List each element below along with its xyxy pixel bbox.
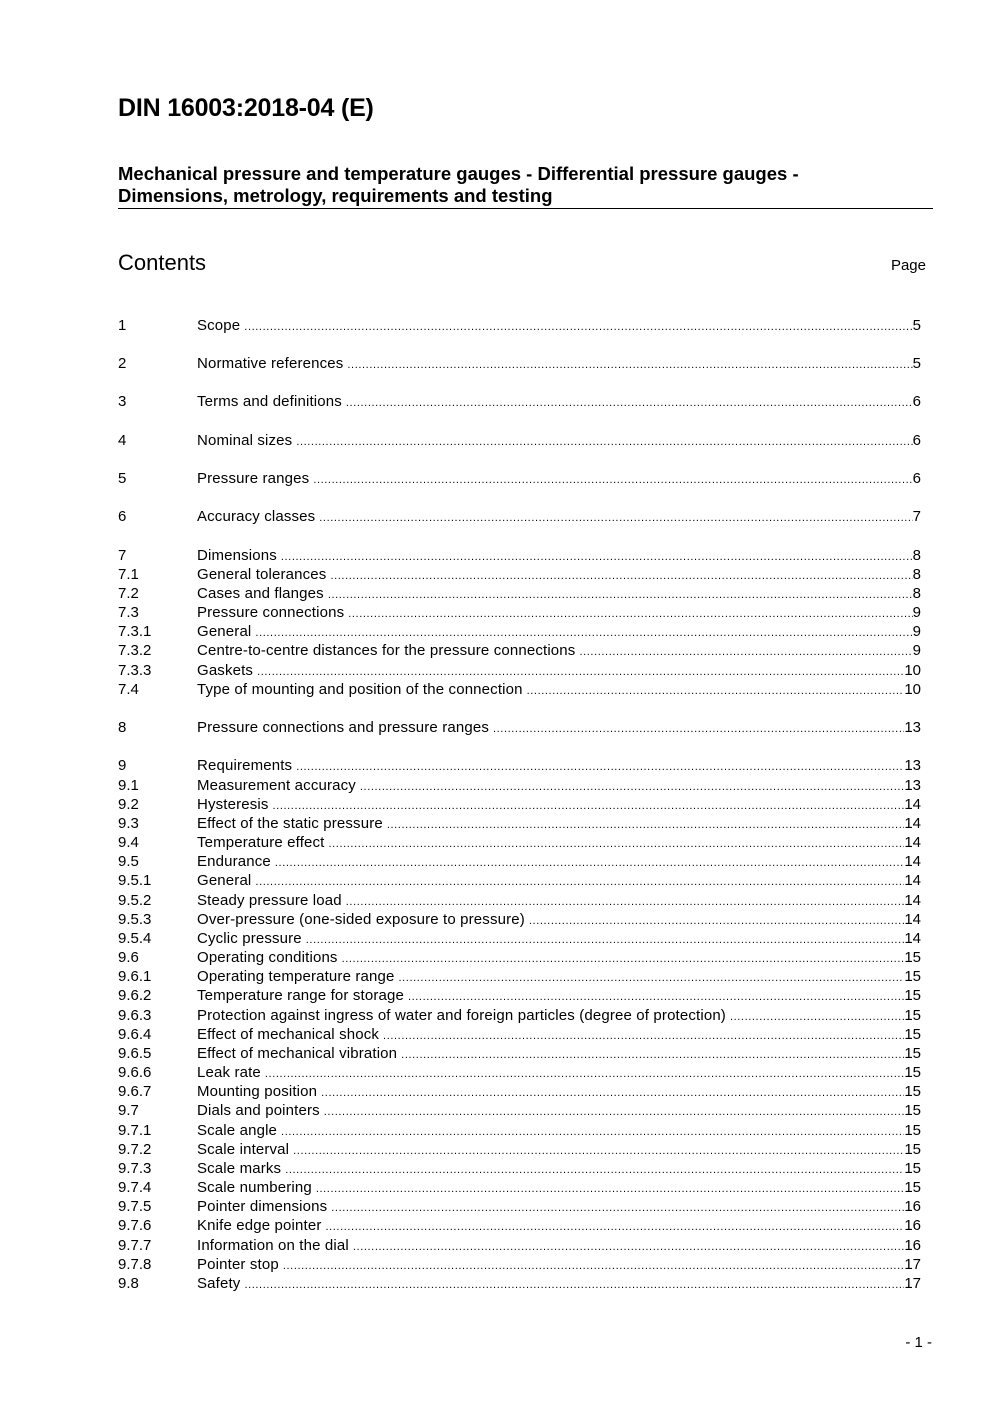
toc-entry[interactable] (118, 967, 921, 986)
toc-entry-title: Pressure ranges (197, 470, 310, 487)
toc-entry-line (197, 871, 921, 890)
toc-entry-page: 15 (904, 1141, 921, 1158)
toc-entry[interactable] (118, 603, 921, 622)
toc-entry-line (197, 1101, 921, 1120)
toc-entry[interactable] (118, 795, 921, 814)
toc-entry-line (197, 565, 921, 584)
toc-entry-number: 9.6.4 (118, 1026, 152, 1043)
toc-entry-line (197, 814, 921, 833)
toc-entry-number: 7.4 (118, 681, 139, 698)
toc-entry-title: Safety (197, 1275, 241, 1292)
toc-entry-line (197, 354, 921, 373)
toc-entry-page: 9 (912, 642, 921, 659)
toc-entry-page: 14 (904, 911, 921, 928)
toc-entry[interactable] (118, 1044, 921, 1063)
toc-entry-page: 17 (904, 1256, 921, 1273)
toc-entry-title: General (197, 872, 252, 889)
toc-entry-line (197, 622, 921, 641)
toc-entry-number: 9.7.5 (118, 1198, 152, 1215)
toc-entry-line (197, 680, 921, 699)
toc-entry-page: 7 (912, 508, 921, 525)
toc-entry-line (197, 431, 921, 450)
toc-entry-number: 9.6.3 (118, 1007, 152, 1024)
toc-dot-leader (293, 1142, 904, 1159)
toc-entry-number: 9.7.7 (118, 1237, 152, 1254)
toc-dot-leader (283, 1257, 904, 1274)
toc-dot-leader (244, 1276, 904, 1293)
toc-entry[interactable] (118, 661, 921, 680)
toc-entry[interactable] (118, 622, 921, 641)
toc-entry[interactable] (118, 776, 921, 795)
toc-dot-leader (346, 893, 905, 910)
toc-entry-title: Operating temperature range (197, 968, 395, 985)
toc-entry-number: 7.2 (118, 585, 139, 602)
toc-dot-leader (306, 931, 905, 948)
toc-entry-number: 9 (118, 757, 127, 774)
toc-dot-leader (275, 854, 904, 871)
toc-dot-leader (348, 605, 912, 622)
toc-entry-line (197, 316, 921, 335)
toc-entry-title: Effect of mechanical vibration (197, 1045, 398, 1062)
toc-entry-line (197, 603, 921, 622)
toc-entry-title: Centre-to-centre distances for the pressure connections (197, 642, 576, 659)
toc-entry-line (197, 507, 921, 526)
toc-entry-line (197, 469, 921, 488)
toc-entry[interactable] (118, 756, 921, 775)
toc-entry-page: 10 (904, 681, 921, 698)
toc-dot-leader (296, 433, 912, 450)
toc-entry-line (197, 641, 921, 660)
toc-entry-page: 8 (912, 585, 921, 602)
toc-entry-page: 13 (904, 757, 921, 774)
toc-entry[interactable] (118, 948, 921, 967)
toc-entry[interactable] (118, 641, 921, 660)
page-number: - 1 - (905, 1334, 932, 1351)
toc-entry[interactable] (118, 469, 921, 488)
toc-entry-line (197, 852, 921, 871)
toc-entry-page: 17 (904, 1275, 921, 1292)
toc-entry-number: 8 (118, 719, 127, 736)
toc-entry-number: 9.6.2 (118, 987, 152, 1004)
toc-entry[interactable] (118, 1063, 921, 1082)
toc-entry-page: 13 (904, 777, 921, 794)
toc-entry-line (197, 1236, 921, 1255)
toc-entry-title: Scope (197, 317, 241, 334)
toc-dot-leader (325, 1218, 904, 1235)
toc-entry[interactable] (118, 929, 921, 948)
toc-entry-title: Requirements (197, 757, 293, 774)
toc-dot-leader (329, 835, 905, 852)
toc-dot-leader (399, 969, 905, 986)
toc-entry-page: 16 (904, 1217, 921, 1234)
toc-entry-number: 7.3.2 (118, 642, 152, 659)
toc-dot-leader (383, 1027, 904, 1044)
toc-entry[interactable] (118, 584, 921, 603)
toc-entry-title: Operating conditions (197, 949, 338, 966)
toc-entry-number: 9.7 (118, 1102, 139, 1119)
toc-entry-line (197, 948, 921, 967)
toc-dot-leader (255, 624, 912, 641)
toc-entry-number: 9.2 (118, 796, 139, 813)
toc-entry[interactable] (118, 1082, 921, 1101)
toc-entry-page: 14 (904, 815, 921, 832)
toc-entry-number: 7.3.1 (118, 623, 152, 640)
toc-dot-leader (316, 1180, 904, 1197)
toc-dot-leader (401, 1046, 904, 1063)
toc-dot-leader (281, 548, 913, 565)
toc-entry[interactable] (118, 354, 921, 373)
toc-entry-title: Endurance (197, 853, 271, 870)
toc-entry-number: 9.5.2 (118, 892, 152, 909)
toc-entry-line (197, 1274, 921, 1293)
toc-entry-title: Temperature effect (197, 834, 325, 851)
toc-entry[interactable] (118, 680, 921, 699)
toc-entry-line (197, 967, 921, 986)
toc-entry-title: Type of mounting and position of the connection (197, 681, 523, 698)
toc-entry-line (197, 1121, 921, 1140)
document-title-line-1: Mechanical pressure and temperature gauges - Differential pressure gauges - (118, 163, 799, 184)
toc-dot-leader (321, 1084, 904, 1101)
toc-entry[interactable] (118, 546, 921, 565)
toc-entry-page: 14 (904, 834, 921, 851)
toc-entry-line (197, 756, 921, 775)
toc-entry-page: 8 (912, 566, 921, 583)
toc-entry-title: Accuracy classes (197, 508, 316, 525)
toc-entry-page: 15 (904, 968, 921, 985)
toc-entry-page: 14 (904, 930, 921, 947)
toc-entry-line (197, 891, 921, 910)
toc-entry-number: 9.5 (118, 853, 139, 870)
toc-entry-page: 6 (912, 393, 921, 410)
toc-entry-page: 13 (904, 719, 921, 736)
toc-entry-title: Cases and flanges (197, 585, 324, 602)
toc-entry-number: 9.7.2 (118, 1141, 152, 1158)
toc-entry-title: Scale angle (197, 1122, 278, 1139)
toc-dot-leader (324, 1103, 905, 1120)
toc-entry-number: 9.6 (118, 949, 139, 966)
toc-entry-number: 9.4 (118, 834, 139, 851)
toc-dot-leader (265, 1065, 904, 1082)
toc-entry-number: 7.3 (118, 604, 139, 621)
toc-entry-line (197, 546, 921, 565)
toc-entry-page: 16 (904, 1198, 921, 1215)
toc-entry[interactable] (118, 814, 921, 833)
toc-entry[interactable] (118, 852, 921, 871)
toc-dot-leader (331, 1199, 904, 1216)
toc-entry-page: 15 (904, 1045, 921, 1062)
toc-entry-title: Scale marks (197, 1160, 282, 1177)
toc-entry-number: 6 (118, 508, 127, 525)
toc-entry-number: 3 (118, 393, 127, 410)
toc-entry[interactable] (118, 1197, 921, 1216)
toc-entry-title: Protection against ingress of water and foreign particles (degree of protection) (197, 1007, 726, 1024)
toc-entry-number: 9.6.7 (118, 1083, 152, 1100)
toc-entry-page: 5 (912, 355, 921, 372)
toc-entry-page: 15 (904, 1007, 921, 1024)
toc-entry-page: 14 (904, 872, 921, 889)
toc-entry[interactable] (118, 986, 921, 1005)
toc-dot-leader (493, 720, 904, 737)
toc-entry-line (197, 392, 921, 411)
contents-heading: Contents (118, 250, 207, 275)
toc-entry-number: 4 (118, 432, 127, 449)
toc-entry-title: Leak rate (197, 1064, 261, 1081)
toc-entry-page: 15 (904, 1102, 921, 1119)
toc-entry-number: 7.1 (118, 566, 139, 583)
toc-entry-title: Steady pressure load (197, 892, 342, 909)
toc-dot-leader (527, 682, 905, 699)
toc-entry-number: 9.7.6 (118, 1217, 152, 1234)
toc-entry-line (197, 1197, 921, 1216)
toc-entry-page: 14 (904, 853, 921, 870)
toc-entry-title: Effect of mechanical shock (197, 1026, 380, 1043)
toc-entry[interactable] (118, 431, 921, 450)
toc-entry-number: 7 (118, 547, 127, 564)
toc-entry-title: Scale numbering (197, 1179, 312, 1196)
toc-entry-page: 15 (904, 1083, 921, 1100)
toc-entry-number: 5 (118, 470, 127, 487)
toc-entry-page: 6 (912, 470, 921, 487)
toc-dot-leader (285, 1161, 904, 1178)
toc-entry[interactable] (118, 871, 921, 890)
toc-entry[interactable] (118, 392, 921, 411)
toc-entry-line (197, 795, 921, 814)
toc-entry-title: Pointer stop (197, 1256, 279, 1273)
toc-entry[interactable] (118, 1140, 921, 1159)
toc-entry-number: 1 (118, 317, 127, 334)
toc-dot-leader (347, 356, 912, 373)
toc-dot-leader (360, 778, 904, 795)
toc-entry-number: 9.3 (118, 815, 139, 832)
toc-dot-leader (255, 873, 904, 890)
toc-entry-line (197, 718, 921, 737)
toc-entry-title: Cyclic pressure (197, 930, 302, 947)
toc-entry-page: 15 (904, 1160, 921, 1177)
toc-entry-title: Scale interval (197, 1141, 290, 1158)
toc-entry-line (197, 1082, 921, 1101)
toc-entry[interactable] (118, 1025, 921, 1044)
toc-entry[interactable] (118, 718, 921, 737)
toc-entry-number: 9.1 (118, 777, 139, 794)
toc-entry[interactable] (118, 1255, 921, 1274)
toc-entry[interactable] (118, 910, 921, 929)
toc-dot-leader (281, 1123, 904, 1140)
toc-entry-title: Normative references (197, 355, 344, 372)
toc-entry-title: General (197, 623, 252, 640)
toc-entry-number: 9.7.3 (118, 1160, 152, 1177)
toc-entry-line (197, 776, 921, 795)
toc-entry-line (197, 1216, 921, 1235)
toc-entry-page: 9 (912, 604, 921, 621)
toc-entry-number: 9.6.1 (118, 968, 152, 985)
page-column-heading: Page (890, 257, 926, 274)
toc-dot-leader (408, 988, 904, 1005)
toc-entry-line (197, 910, 921, 929)
toc-entry-page: 14 (904, 892, 921, 909)
toc-dot-leader (257, 663, 904, 680)
toc-entry[interactable] (118, 833, 921, 852)
document-id: DIN 16003:2018-04 (E) (118, 94, 374, 122)
toc-entry-page: 8 (912, 547, 921, 564)
toc-entry[interactable] (118, 1159, 921, 1178)
toc-dot-leader (328, 586, 913, 603)
toc-dot-leader (579, 643, 912, 660)
toc-dot-leader (529, 912, 904, 929)
toc-entry-title: Hysteresis (197, 796, 269, 813)
toc-entry-page: 6 (912, 432, 921, 449)
toc-entry[interactable] (118, 1236, 921, 1255)
toc-entry-title: Dimensions (197, 547, 277, 564)
toc-entry-number: 9.5.4 (118, 930, 152, 947)
toc-entry-line (197, 1140, 921, 1159)
toc-entry-number: 2 (118, 355, 127, 372)
toc-dot-leader (353, 1238, 904, 1255)
toc-entry-title: Gaskets (197, 662, 254, 679)
toc-entry-line (197, 1178, 921, 1197)
toc-entry-page: 15 (904, 1064, 921, 1081)
toc-entry-number: 9.7.4 (118, 1179, 152, 1196)
toc-dot-leader (296, 758, 904, 775)
toc-entry-line (197, 986, 921, 1005)
toc-entry-title: Knife edge pointer (197, 1217, 322, 1234)
toc-entry-number: 9.5.3 (118, 911, 152, 928)
toc-entry-page: 16 (904, 1237, 921, 1254)
document-title-line-2: Dimensions, metrology, requirements and testing (118, 185, 553, 206)
toc-entry-title: Temperature range for storage (197, 987, 404, 1004)
toc-entry-page: 5 (912, 317, 921, 334)
toc-dot-leader (319, 509, 912, 526)
toc-entry-number: 9.5.1 (118, 872, 152, 889)
toc-dot-leader (273, 797, 905, 814)
toc-entry-page: 9 (912, 623, 921, 640)
toc-entry-number: 7.3.3 (118, 662, 152, 679)
toc-entry-number: 9.8 (118, 1275, 139, 1292)
toc-entry[interactable] (118, 1101, 921, 1120)
toc-entry-line (197, 1063, 921, 1082)
toc-entry-line (197, 929, 921, 948)
toc-entry-title: General tolerances (197, 566, 327, 583)
toc-entry-line (197, 1159, 921, 1178)
toc-entry-line (197, 1044, 921, 1063)
toc-dot-leader (346, 394, 913, 411)
toc-entry-page: 15 (904, 987, 921, 1004)
toc-entry[interactable] (118, 1216, 921, 1235)
toc-entry-page: 15 (904, 1179, 921, 1196)
toc-entry[interactable] (118, 1274, 921, 1293)
toc-entry[interactable] (118, 1006, 921, 1025)
toc-dot-leader (730, 1008, 904, 1025)
toc-entry[interactable] (118, 507, 921, 526)
toc-entry-line (197, 584, 921, 603)
toc-entry-number: 9.7.8 (118, 1256, 152, 1273)
toc-entry[interactable] (118, 1178, 921, 1197)
toc-entry-title: Nominal sizes (197, 432, 293, 449)
toc-entry[interactable] (118, 891, 921, 910)
toc-entry-title: Over-pressure (one-sided exposure to pressure) (197, 911, 525, 928)
toc-entry-page: 14 (904, 796, 921, 813)
toc-entry-title: Effect of the static pressure (197, 815, 383, 832)
toc-entry-title: Measurement accuracy (197, 777, 356, 794)
toc-entry-title: Terms and definitions (197, 393, 342, 410)
toc-dot-leader (387, 816, 904, 833)
toc-entry-line (197, 1006, 921, 1025)
toc-entry-page: 15 (904, 1026, 921, 1043)
toc-entry-title: Information on the dial (197, 1237, 349, 1254)
toc-entry-title: Dials and pointers (197, 1102, 320, 1119)
toc-entry-title: Pointer dimensions (197, 1198, 328, 1215)
toc-entry[interactable] (118, 565, 921, 584)
toc-entry[interactable] (118, 316, 921, 335)
toc-entry-number: 9.6.5 (118, 1045, 152, 1062)
toc-entry-line (197, 661, 921, 680)
toc-entry-page: 15 (904, 949, 921, 966)
toc-entry-page: 15 (904, 1122, 921, 1139)
toc-entry-number: 9.7.1 (118, 1122, 152, 1139)
toc-entry-line (197, 833, 921, 852)
toc-entry-line (197, 1025, 921, 1044)
toc-entry-title: Pressure connections (197, 604, 345, 621)
toc-dot-leader (244, 318, 912, 335)
toc-dot-leader (330, 567, 912, 584)
toc-entry-page: 10 (904, 662, 921, 679)
toc-entry-title: Mounting position (197, 1083, 318, 1100)
toc-entry[interactable] (118, 1121, 921, 1140)
toc-entry-title: Pressure connections and pressure ranges (197, 719, 489, 736)
toc-dot-leader (342, 950, 905, 967)
toc-entry-line (197, 1255, 921, 1274)
toc-dot-leader (313, 471, 912, 488)
toc-entry-number: 9.6.6 (118, 1064, 152, 1081)
